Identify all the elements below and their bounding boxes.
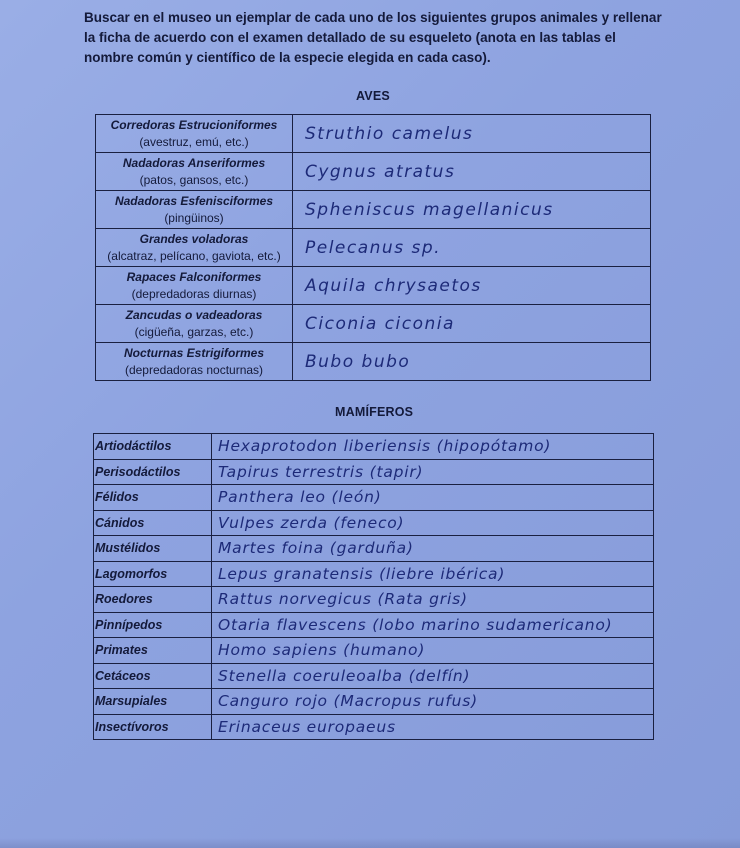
mamiferos-answer[interactable]: Otaria flavescens (lobo marino sudamericano) [212,612,654,638]
mamiferos-group-name: Mustélidos [94,536,212,562]
mamiferos-row [94,638,654,664]
aves-group-name: Nadadoras Esfenisciformes [114,193,274,208]
aves-answer[interactable]: Struthio camelus [293,115,651,153]
aves-group-examples: (depredadoras nocturnas) [124,362,264,377]
aves-group-name: Nocturnas Estrigiformes [123,345,265,360]
mamiferos-answer[interactable]: Panthera leo (león) [212,485,654,511]
mamiferos-answer[interactable]: Erinaceus europaeus [212,714,654,740]
mamiferos-row [94,612,654,638]
mamiferos-row [94,510,654,536]
aves-group-name: Grandes voladoras [139,231,249,246]
mamiferos-answer[interactable]: Martes foina (garduña) [212,536,654,562]
aves-group-examples: (patos, gansos, etc.) [139,172,249,187]
page-shadow [0,838,740,848]
aves-answer[interactable]: Cygnus atratus [293,153,651,191]
mamiferos-row [94,689,654,715]
mamiferos-row [94,485,654,511]
aves-group-examples: (alcatraz, pelícano, gaviota, etc.) [107,248,281,263]
mamiferos-group-name: Cánidos [94,510,212,536]
mamiferos-row [94,561,654,587]
aves-group-name: Nadadoras Anseriformes [122,155,266,170]
aves-group-cell [96,191,293,229]
aves-row [96,115,651,153]
aves-group-cell [96,343,293,381]
aves-row [96,191,651,229]
mamiferos-row [94,459,654,485]
mamiferos-answer[interactable]: Rattus norvegicus (Rata gris) [212,587,654,613]
mamiferos-answer[interactable]: Hexaprotodon liberiensis (hipopótamo) [212,434,654,460]
aves-group-cell [96,153,293,191]
aves-group-cell [96,267,293,305]
aves-answer[interactable]: Bubo bubo [293,343,651,381]
mamiferos-group-name: Artiodáctilos [94,434,212,460]
aves-group-cell [96,305,293,343]
mamiferos-group-name: Cetáceos [94,663,212,689]
aves-group-name: Corredoras Estrucioniformes [110,117,278,132]
aves-title: AVES [356,89,390,103]
mamiferos-row [94,536,654,562]
aves-row [96,229,651,267]
aves-answer[interactable]: Ciconia ciconia [293,305,651,343]
aves-group-examples: (avestruz, emú, etc.) [139,134,249,149]
mamiferos-group-name: Lagomorfos [94,561,212,587]
aves-row [96,267,651,305]
mamiferos-group-name: Perisodáctilos [94,459,212,485]
aves-answer[interactable]: Pelecanus sp. [293,229,651,267]
mamiferos-answer[interactable]: Homo sapiens (humano) [212,638,654,664]
mamiferos-group-name: Félidos [94,485,212,511]
aves-answer[interactable]: Spheniscus magellanicus [293,191,651,229]
aves-group-name: Rapaces Falconiformes [126,269,262,284]
mamiferos-group-name: Insectívoros [94,714,212,740]
mamiferos-group-name: Pinnípedos [94,612,212,638]
instructions-text: Buscar en el museo un ejemplar de cada uno de los siguientes grupos animales y rellenar la ficha de acuerdo con el examen detallado de su esqueleto (anota en las tablas el nombre común y científico de la especie elegida en cada caso). [84,10,662,65]
mamiferos-answer[interactable]: Canguro rojo (Macropus rufus) [212,689,654,715]
aves-group-cell [96,229,293,267]
mamiferos-row [94,663,654,689]
mamiferos-row [94,434,654,460]
mamiferos-table [93,433,654,740]
mamiferos-title: MAMÍFEROS [335,405,414,419]
aves-answer[interactable]: Aquila chrysaetos [293,267,651,305]
aves-group-examples: (depredadoras diurnas) [131,286,257,301]
mamiferos-answer[interactable]: Vulpes zerda (feneco) [212,510,654,536]
mamiferos-group-name: Primates [94,638,212,664]
mamiferos-group-name: Marsupiales [94,689,212,715]
aves-table [95,114,651,381]
aves-row [96,153,651,191]
mamiferos-row [94,587,654,613]
aves-group-examples: (pingüinos) [164,210,224,225]
mamiferos-answer[interactable]: Tapirus terrestris (tapir) [212,459,654,485]
aves-group-examples: (cigüeña, garzas, etc.) [134,324,254,339]
mamiferos-row [94,714,654,740]
aves-row [96,343,651,381]
mamiferos-answer[interactable]: Stenella coeruleoalba (delfín) [212,663,654,689]
mamiferos-group-name: Roedores [94,587,212,613]
aves-row [96,305,651,343]
aves-group-cell [96,115,293,153]
aves-group-name: Zancudas o vadeadoras [125,307,263,322]
mamiferos-answer[interactable]: Lepus granatensis (liebre ibérica) [212,561,654,587]
